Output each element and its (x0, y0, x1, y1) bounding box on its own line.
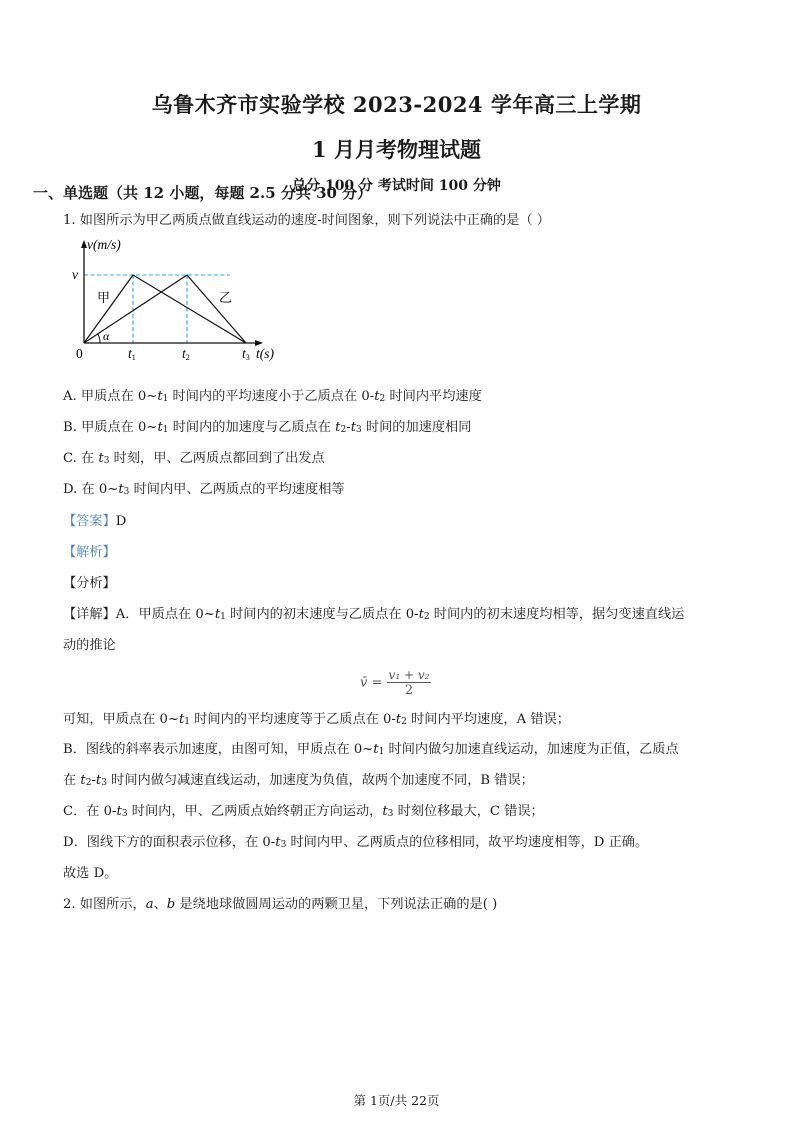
detail-line-2: 动的推论 (63, 638, 116, 653)
var-sub: 1 (162, 425, 169, 435)
option-text: 时间内的平均速度小于乙质点在 0- (168, 389, 375, 404)
option-letter: C. (63, 451, 77, 466)
detail-text: 时间内的初末速度均相等，据匀变速直线运 (429, 607, 685, 622)
var-sub: 3 (103, 456, 110, 466)
fenxi-label: 【分析】 (63, 576, 116, 591)
option-letter: B. (63, 420, 77, 435)
question-1-stem: 1. 如图所示为甲乙两质点做直线运动的速度-时间图象，则下列说法中正确的是（ ） (63, 213, 550, 228)
detail-text: C．在 0- (63, 804, 117, 819)
page-number: 第 1页/共 22页 (353, 1093, 440, 1108)
var-sub: 2 (340, 425, 347, 435)
dash: - (91, 773, 96, 788)
detail-text: 时间内的初末速度与乙质点在 0- (225, 607, 419, 622)
detail-line-3 (63, 711, 570, 731)
var-sub: 2 (423, 612, 430, 622)
var-t: t (178, 712, 185, 727)
series-jia-label: 甲 (97, 290, 111, 305)
document-title-line1: 乌鲁木齐市实验学校 2023-2024 学年高三上学期 (151, 92, 642, 117)
detail-text: 在 (63, 773, 81, 788)
var-t: t (382, 804, 388, 819)
var-sub: 1 (184, 717, 190, 727)
var-sub: 3 (121, 809, 128, 819)
detail-text: D．图线下方的面积表示位移，在 0- (63, 835, 276, 850)
dash: - (346, 420, 351, 435)
formula-numerator: v₁ + v₂ (388, 668, 430, 682)
option-text: 时间内平均速度 (385, 389, 482, 404)
detail-line-1 (63, 606, 684, 626)
detail-line-4 (63, 741, 679, 761)
var-t: t (350, 420, 356, 435)
detail-text: 时间内甲、乙两质点的位移相同，故平均速度相等，D 正确。 (286, 835, 649, 850)
angle-label: α (103, 329, 110, 343)
var-sub: 1 (162, 394, 169, 404)
option-d (63, 481, 345, 501)
option-a (63, 388, 482, 408)
t2-tick-label: t2 (182, 346, 190, 362)
detail-text: 时刻位移最大，C 错误； (393, 804, 544, 819)
detail-text: 时间内做匀加速直线运动，加速度为正值，乙质点 (384, 742, 679, 757)
var-t: t (374, 389, 380, 404)
var-sub: 2 (401, 717, 407, 727)
var-a: a (145, 897, 154, 912)
var-sub: 3 (387, 809, 394, 819)
detail-text: 时间内，甲、乙两质点始终朝正方向运动， (127, 804, 383, 819)
answer-label: 【答案】 (63, 514, 116, 529)
option-letter: D. (63, 482, 78, 497)
var-t: t (275, 835, 281, 850)
option-text: 时间的加速度相同 (361, 420, 472, 435)
detail-text: 时间内的平均速度等于乙质点在 0- (190, 712, 396, 727)
var-sub: 2 (85, 778, 92, 788)
var-t: t (395, 712, 402, 727)
question-text: 2. 如图所示， (63, 897, 146, 912)
option-text: 甲质点在 0~ (80, 389, 158, 404)
var-t: t (157, 389, 163, 404)
option-text: 在 (81, 451, 99, 466)
var-sub: 3 (123, 487, 130, 497)
var-t: t (95, 773, 102, 788)
analysis-label: 【解析】 (63, 545, 116, 560)
angle-arc (98, 334, 100, 343)
y-axis-label: v(m/s) (87, 237, 121, 252)
var-t: t (157, 420, 163, 435)
var-sub: 1 (378, 747, 385, 757)
formula-equals: = (371, 675, 383, 691)
detail-line-6 (63, 803, 544, 823)
var-t: t (335, 420, 341, 435)
section-heading: 一、单选题（共 12 小题，每题 2.5 分共 30 分） (33, 184, 373, 202)
vt-graph (60, 232, 290, 367)
var-sub: 2 (379, 394, 386, 404)
detail-text: B．图线的斜率表示加速度，由图可知，甲质点在 0~ (63, 742, 374, 757)
option-text: 时间内甲、乙两质点的平均速度相等 (129, 482, 345, 497)
var-t: t (80, 773, 86, 788)
var-t: t (214, 607, 221, 622)
detail-text: 时间内平均速度，A 错误； (406, 712, 570, 727)
option-b (63, 419, 471, 439)
x-axis-label: t(s) (256, 346, 274, 361)
var-b: b (166, 897, 176, 912)
formula-fraction (387, 668, 432, 698)
detail-line-8: 故选 D。 (63, 866, 118, 881)
var-sub: 3 (356, 425, 362, 435)
detail-text: 时间内做匀减速直线运动，加速度为负值，故两个加速度不同，B 错误； (106, 773, 534, 788)
option-letter: A. (63, 389, 77, 404)
option-c (63, 450, 325, 470)
option-text: 甲质点在 0~ (81, 420, 158, 435)
formula-lhs: v̄ (360, 675, 368, 691)
series-yi-label: 乙 (219, 290, 233, 305)
var-sub: 3 (280, 840, 287, 850)
formula-denominator: 2 (404, 683, 414, 698)
exam-info: 总分 100 分 考试时间 100 分钟 (292, 178, 501, 194)
var-sub: 1 (220, 612, 226, 622)
answer-value: D (115, 514, 127, 529)
var-t: t (418, 607, 424, 622)
var-t: t (373, 742, 379, 757)
average-velocity-formula (360, 668, 431, 698)
answer-line (63, 513, 126, 531)
separator: 、 (153, 897, 167, 912)
t1-tick-label: t1 (128, 346, 136, 362)
detail-line-5 (63, 772, 534, 792)
question-text: 是绕地球做圆周运动的两颗卫星，下列说法正确的是( ) (175, 897, 498, 912)
detail-text: 可知，甲质点在 0~ (63, 712, 179, 727)
v-tick-label: v (72, 267, 78, 282)
var-t: t (116, 804, 122, 819)
option-text: 时刻，甲、乙两质点都回到了出发点 (109, 451, 325, 466)
var-sub: 3 (101, 778, 107, 788)
t3-tick-label: t3 (242, 346, 250, 362)
option-text: 时间内的加速度与乙质点在 (168, 420, 336, 435)
detail-text: 【详解】A．甲质点在 0~ (63, 607, 215, 622)
document-title-line2: 1 月月考物理试题 (312, 137, 481, 162)
origin-label: 0 (76, 346, 83, 361)
question-2-stem (63, 896, 497, 914)
var-t: t (98, 451, 104, 466)
detail-line-7 (63, 834, 648, 854)
var-t: t (118, 482, 124, 497)
option-text: 在 0~ (81, 482, 119, 497)
